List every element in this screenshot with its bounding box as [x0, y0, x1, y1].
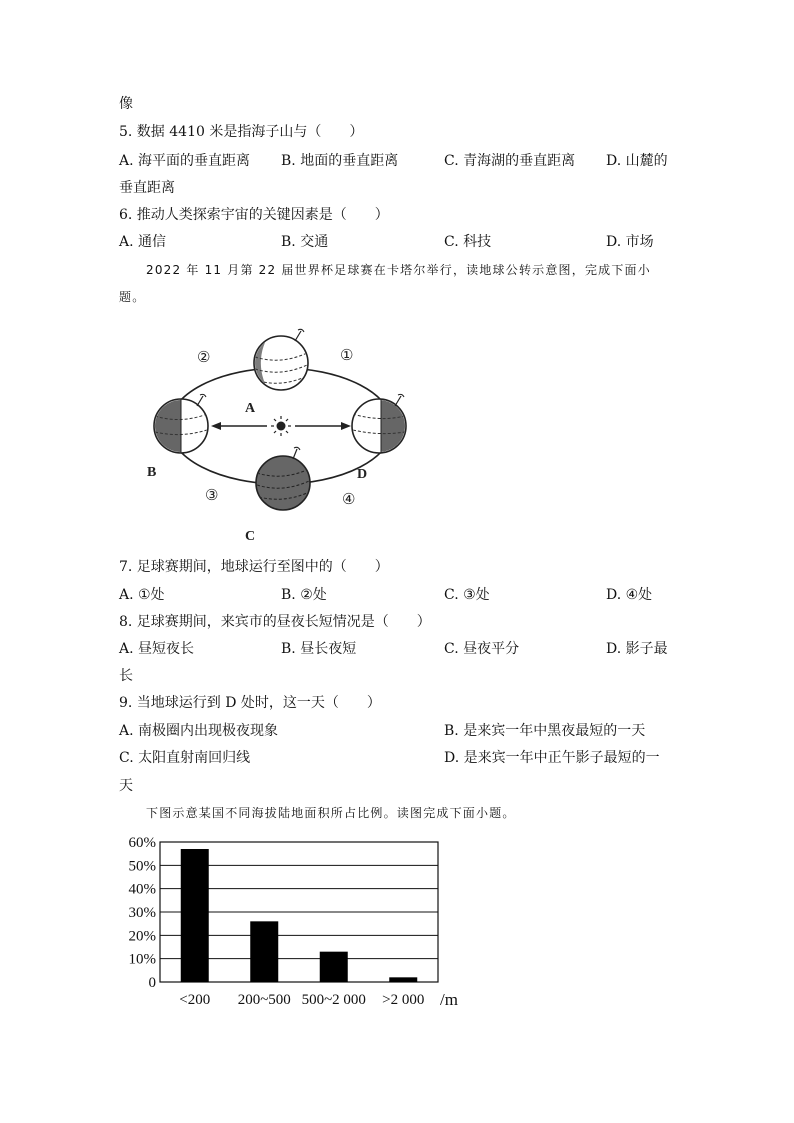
q8-option-d-continued: 长 [119, 668, 133, 684]
globe-right [352, 394, 409, 454]
y-tick-label: 30% [128, 905, 156, 921]
x-tick-label: <200 [179, 992, 211, 1008]
q8-option-d: D. 影子最 [606, 641, 668, 657]
q6-option-d: D. 市场 [606, 234, 654, 250]
x-tick-label: >2 000 [382, 992, 425, 1008]
question-7: 7. 足球赛期间，地球运行至图中的（ ） [119, 559, 389, 575]
question-6: 6. 推动人类探索宇宙的关键因素是（ ） [119, 207, 389, 223]
y-tick-label: 0 [148, 975, 156, 991]
x-tick-label: 500~2 000 [301, 992, 366, 1008]
bar [320, 952, 348, 982]
intro-elevation-chart: 下图示意某国不同海拔陆地面积所占比例。读图完成下面小题。 [146, 806, 516, 820]
text-fragment: 像 [119, 96, 133, 112]
q5-option-d: D. 山麓的 [606, 153, 668, 169]
globe-top [246, 329, 308, 393]
x-tick-label: 200~500 [237, 992, 291, 1008]
q9-option-b: B. 是来宾一年中黑夜最短的一天 [444, 723, 646, 739]
q5-option-d-continued: 垂直距离 [119, 180, 175, 196]
orbit-label-4: ④ [342, 492, 356, 508]
question-5: 5. 数据 4410 米是指海子山与（ ） [119, 124, 364, 140]
orbit-label-a: A [245, 401, 256, 416]
globe-bottom [256, 447, 310, 510]
y-tick-label: 10% [128, 951, 156, 968]
q6-option-b: B. 交通 [281, 234, 329, 250]
orbit-label-d: D [357, 467, 368, 482]
q5-option-c: C. 青海湖的垂直距离 [444, 153, 576, 169]
orbit-label-3: ③ [205, 488, 219, 504]
orbit-label-b: B [147, 465, 157, 480]
intro-orbit: 2022 年 11 月第 22 届世界杯足球赛在卡塔尔举行，读地球公转示意图，完成下面小 [146, 263, 651, 277]
q8-option-a: A. 昼短夜长 [119, 641, 195, 657]
q9-option-d: D. 是来宾一年中正午影子最短的一 [444, 750, 660, 766]
y-tick-label: 40% [128, 881, 156, 898]
q7-option-b: B. ②处 [281, 587, 327, 603]
q9-option-c: C. 太阳直射南回归线 [119, 750, 251, 766]
bar [250, 921, 278, 982]
q8-option-c: C. 昼夜平分 [444, 641, 520, 657]
globe-left [153, 394, 208, 454]
q5-option-a: A. 海平面的垂直距离 [119, 153, 251, 169]
q9-option-a: A. 南极圈内出现极夜现象 [119, 723, 279, 739]
question-9: 9. 当地球运行到 D 处时，这一天（ ） [119, 695, 381, 711]
x-unit-label: /m [440, 990, 458, 1009]
q7-option-a: A. ①处 [119, 587, 165, 603]
bar [181, 849, 209, 982]
bar [389, 977, 417, 982]
y-tick-label: 50% [128, 858, 156, 875]
q7-option-c: C. ③处 [444, 587, 490, 603]
y-tick-label: 20% [128, 928, 156, 945]
intro-orbit-continued: 题。 [119, 290, 146, 304]
q9-option-d-continued: 天 [119, 778, 133, 794]
q7-option-d: D. ④处 [606, 587, 653, 603]
orbit-label-c: C [245, 529, 256, 544]
y-tick-label: 60% [128, 835, 156, 851]
q5-option-b: B. 地面的垂直距离 [281, 153, 399, 169]
q8-option-b: B. 昼长夜短 [281, 641, 357, 657]
sun-icon [271, 416, 291, 436]
q6-option-a: A. 通信 [119, 234, 167, 250]
earth-orbit-diagram [135, 318, 425, 548]
q6-option-c: C. 科技 [444, 234, 492, 250]
question-8: 8. 足球赛期间，来宾市的昼夜长短情况是（ ） [119, 614, 431, 630]
orbit-label-1: ① [340, 348, 354, 364]
orbit-label-2: ② [197, 350, 211, 366]
elevation-bar-chart [115, 830, 475, 1020]
